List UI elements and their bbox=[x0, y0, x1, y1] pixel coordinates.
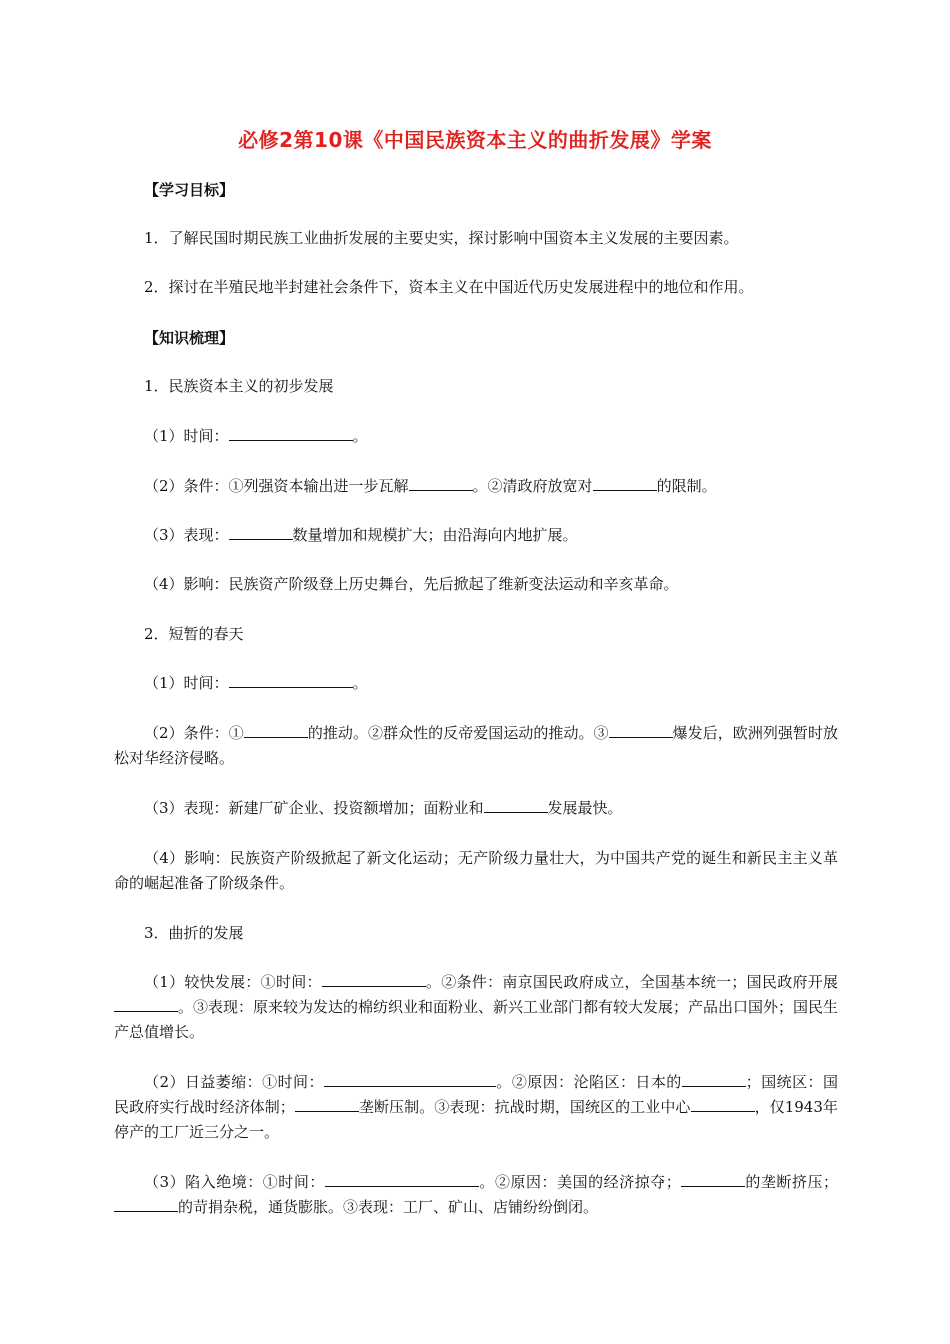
fill-blank[interactable] bbox=[114, 1196, 178, 1212]
s3-text: 的垄断挤压； bbox=[744, 1173, 838, 1191]
s1-cond-text: （2）条件：①列强资本输出进一步瓦解 bbox=[144, 477, 409, 495]
goals-heading: 【学习目标】 bbox=[144, 181, 235, 199]
s3-item-2 bbox=[114, 1070, 838, 1145]
s1-time-label: （1）时间： bbox=[144, 427, 229, 445]
s3-text: （2）日益萎缩：①时间： bbox=[144, 1073, 324, 1091]
fill-blank[interactable] bbox=[295, 1096, 359, 1112]
goal-item-2: 2．探讨在半殖民地半封建社会条件下，资本主义在中国近代历史发展进程中的地位和作用。 bbox=[144, 278, 754, 296]
s2-effect: （4）影响：民族资产阶级掀起了新文化运动；无产阶级力量壮大，为中国共产党的诞生和新民主主义革命的崛起准备了阶级条件。 bbox=[114, 849, 838, 892]
s2-cond-text: （2）条件：① bbox=[144, 724, 244, 742]
s2-show bbox=[144, 796, 839, 821]
s2-show-text: （3）表现：新建厂矿企业、投资额增加；面粉业和 bbox=[144, 799, 484, 817]
fill-blank[interactable] bbox=[324, 1071, 496, 1087]
s3-text: 。②原因：美国的经济掠夺； bbox=[478, 1173, 681, 1191]
fill-blank[interactable] bbox=[229, 524, 293, 540]
s3-text: ，仅1943年停产的工厂近三分之一。 bbox=[114, 1098, 838, 1141]
s3-item-1 bbox=[114, 970, 838, 1045]
s1-condition bbox=[144, 474, 839, 499]
page-title: 必修2第10课《中国民族资本主义的曲折发展》学案 bbox=[238, 128, 712, 152]
s1-time bbox=[144, 424, 839, 449]
fill-blank[interactable] bbox=[325, 1171, 479, 1187]
section-3-title: 3．曲折的发展 bbox=[144, 924, 244, 942]
s3-text: （1）较快发展：①时间： bbox=[144, 973, 322, 991]
fill-blank[interactable] bbox=[114, 996, 178, 1012]
fill-blank[interactable] bbox=[484, 797, 548, 813]
fill-blank[interactable] bbox=[691, 1096, 755, 1112]
s3-text: 。②条件：南京国民政府成立，全国基本统一；国民政府开展 bbox=[425, 973, 838, 991]
s2-show-text: 发展最快。 bbox=[547, 799, 623, 817]
fill-blank[interactable] bbox=[409, 475, 473, 491]
fill-blank[interactable] bbox=[322, 971, 426, 987]
knowledge-heading: 【知识梳理】 bbox=[144, 329, 235, 347]
s1-show bbox=[144, 523, 839, 548]
fill-blank[interactable] bbox=[609, 722, 673, 738]
fill-blank[interactable] bbox=[682, 1071, 746, 1087]
s3-text: 的苛捐杂税，通货膨胀。③表现：工厂、矿山、店铺纷纷倒闭。 bbox=[178, 1198, 599, 1216]
s1-show-text: 数量增加和规模扩大；由沿海向内地扩展。 bbox=[292, 526, 578, 544]
s1-cond-text: 。②清政府放宽对 bbox=[472, 477, 593, 495]
s1-cond-text: 的限制。 bbox=[656, 477, 717, 495]
s2-condition bbox=[114, 721, 838, 771]
s2-cond-text: 的推动。②群众性的反帝爱国运动的推动。③ bbox=[307, 724, 609, 742]
goal-item-1: 1．了解民国时期民族工业曲折发展的主要史实，探讨影响中国资本主义发展的主要因素。 bbox=[144, 229, 739, 247]
s2-cond-text: 爆发后，欧洲列强暂时放松对华经济侵略。 bbox=[114, 724, 838, 767]
s3-text: （3）陷入绝境：①时间： bbox=[144, 1173, 325, 1191]
s3-item-3 bbox=[114, 1170, 838, 1220]
fill-blank[interactable] bbox=[593, 475, 657, 491]
s2-time-label: （1）时间： bbox=[144, 674, 229, 692]
s1-time-end: 。 bbox=[352, 427, 368, 445]
fill-blank[interactable] bbox=[229, 425, 353, 441]
s2-time bbox=[144, 671, 839, 696]
s3-text: 。②原因：沦陷区：日本的 bbox=[495, 1073, 682, 1091]
section-1-title: 1．民族资本主义的初步发展 bbox=[144, 377, 334, 395]
section-2-title: 2．短暂的春天 bbox=[144, 625, 244, 643]
s3-text: 垄断压制。③表现：抗战时期，国统区的工业中心 bbox=[358, 1098, 691, 1116]
fill-blank[interactable] bbox=[229, 672, 353, 688]
s1-show-text: （3）表现： bbox=[144, 526, 229, 544]
fill-blank[interactable] bbox=[681, 1171, 745, 1187]
fill-blank[interactable] bbox=[244, 722, 308, 738]
s3-text: 。③表现：原来较为发达的棉纺织业和面粉业、新兴工业部门都有较大发展；产品出口国外；国民生产总值增长。 bbox=[114, 998, 839, 1041]
s3-text: ；国统区：国民政府实行战时经济体制； bbox=[114, 1073, 838, 1116]
s1-effect: （4）影响：民族资产阶级登上历史舞台，先后掀起了维新变法运动和辛亥革命。 bbox=[144, 575, 679, 593]
s2-time-end: 。 bbox=[352, 674, 368, 692]
